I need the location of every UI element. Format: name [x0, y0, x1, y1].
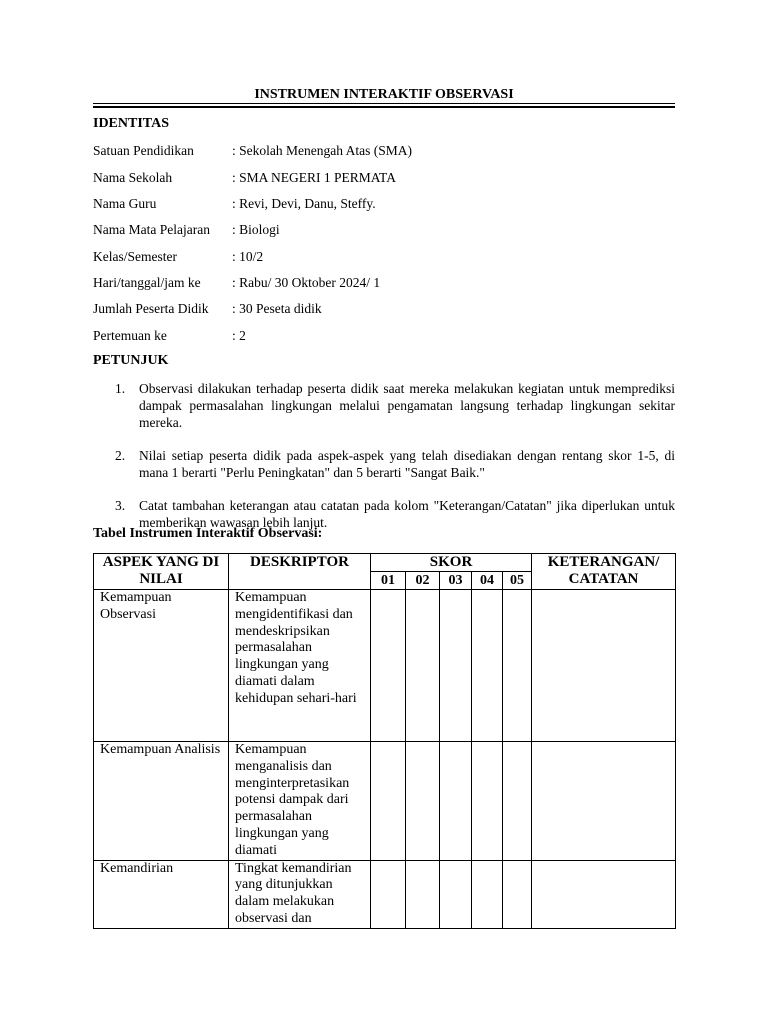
keterangan-cell[interactable] [532, 590, 676, 742]
identitas-label: Nama Guru [93, 196, 157, 211]
list-text: Nilai setiap peserta didik pada aspek-aspek yang telah disediakan dengan rentang skor 1-5, di mana 1 berarti "Perlu Peningkatan" dan 5 berarti "Sangat Baik." [139, 448, 675, 480]
score-cell[interactable] [472, 860, 503, 928]
header-deskriptor: DESKRIPTOR [229, 554, 371, 590]
deskriptor-cell: Tingkat kemandirian yang ditunjukkan dalam melakukan observasi dan [229, 860, 371, 928]
identitas-label: Kelas/Semester [93, 249, 177, 264]
identitas-row [93, 328, 675, 346]
aspek-cell: Kemampuan Observasi [94, 590, 229, 742]
header-score-03: 03 [440, 572, 472, 590]
score-cell[interactable] [371, 860, 406, 928]
list-number: 3. [115, 498, 126, 513]
table-caption: Tabel Instrumen Interaktif Observasi: [93, 526, 323, 541]
identitas-row [93, 249, 675, 267]
score-cell[interactable] [503, 742, 532, 861]
identitas-label: Hari/tanggal/jam ke [93, 275, 201, 290]
identitas-value: : 10/2 [232, 249, 264, 264]
identitas-label: Jumlah Peserta Didik [93, 301, 209, 316]
score-cell[interactable] [440, 742, 472, 861]
document-title: INSTRUMEN INTERAKTIF OBSERVASI [254, 87, 514, 102]
identitas-label: Satuan Pendidikan [93, 143, 194, 158]
score-cell[interactable] [406, 860, 440, 928]
keterangan-cell[interactable] [532, 860, 676, 928]
list-text: Catat tambahan keterangan atau catatan pada kolom "Keterangan/Catatan" jika diperlukan untuk memberikan wawasan lebih lanjut. [139, 498, 675, 530]
identitas-row [93, 301, 675, 319]
header-score-05: 05 [503, 572, 532, 590]
identitas-value: : SMA NEGERI 1 PERMATA [232, 170, 396, 185]
identitas-value: : Revi, Devi, Danu, Steffy. [232, 196, 376, 211]
identitas-value: : 30 Peseta didik [232, 301, 322, 316]
title-rule-thick [93, 106, 675, 108]
header-skor: SKOR [371, 554, 532, 572]
petunjuk-list [93, 380, 675, 547]
deskriptor-cell: Kemampuan mengidentifikasi dan mendeskripsikan permasalahan lingkungan yang diamati dalam kehidupan sehari-hari [229, 590, 371, 742]
score-cell[interactable] [440, 590, 472, 742]
header-keterangan: KETERANGAN/ CATATAN [532, 554, 676, 590]
list-number: 2. [115, 448, 126, 463]
list-text: Observasi dilakukan terhadap peserta didik saat mereka melakukan kegiatan untuk memprediksi dampak permasalahan lingkungan melalui pengamatan langsung terhadap lingkungan sekitar mereka. [139, 381, 675, 430]
identitas-label: Pertemuan ke [93, 328, 167, 343]
score-cell[interactable] [371, 742, 406, 861]
title-rule-thin [93, 103, 675, 104]
observation-table [93, 553, 676, 929]
score-cell[interactable] [406, 590, 440, 742]
identitas-row [93, 222, 675, 240]
deskriptor-cell: Kemampuan menganalisis dan menginterpretasikan potensi dampak dari permasalahan lingkungan yang diamati [229, 742, 371, 861]
identitas-value: : Sekolah Menengah Atas (SMA) [232, 143, 412, 158]
aspek-cell: Kemampuan Analisis [94, 742, 229, 861]
header-aspek: ASPEK YANG DI NILAI [94, 554, 229, 590]
identitas-value: : 2 [232, 328, 246, 343]
score-cell[interactable] [440, 860, 472, 928]
table-row [94, 590, 676, 742]
aspek-cell: Kemandirian [94, 860, 229, 928]
identitas-heading: IDENTITAS [93, 116, 169, 131]
identitas-label: Nama Mata Pelajaran [93, 222, 210, 237]
petunjuk-heading: PETUNJUK [93, 353, 169, 368]
score-cell[interactable] [472, 590, 503, 742]
identitas-row [93, 275, 675, 293]
identitas-value: : Rabu/ 30 Oktober 2024/ 1 [232, 275, 381, 290]
score-cell[interactable] [503, 590, 532, 742]
table-row [94, 742, 676, 861]
header-score-04: 04 [472, 572, 503, 590]
identitas-row [93, 143, 675, 161]
score-cell[interactable] [406, 742, 440, 861]
identitas-row [93, 196, 675, 214]
list-item [93, 447, 675, 481]
score-cell[interactable] [371, 590, 406, 742]
score-cell[interactable] [503, 860, 532, 928]
score-cell[interactable] [472, 742, 503, 861]
keterangan-cell[interactable] [532, 742, 676, 861]
header-score-01: 01 [371, 572, 406, 590]
identitas-label: Nama Sekolah [93, 170, 173, 185]
header-score-02: 02 [406, 572, 440, 590]
table-row [94, 860, 676, 928]
table-header-row [94, 554, 676, 572]
identitas-row [93, 170, 675, 188]
list-number: 1. [115, 381, 126, 396]
identitas-value: : Biologi [232, 222, 280, 237]
list-item [93, 380, 675, 431]
